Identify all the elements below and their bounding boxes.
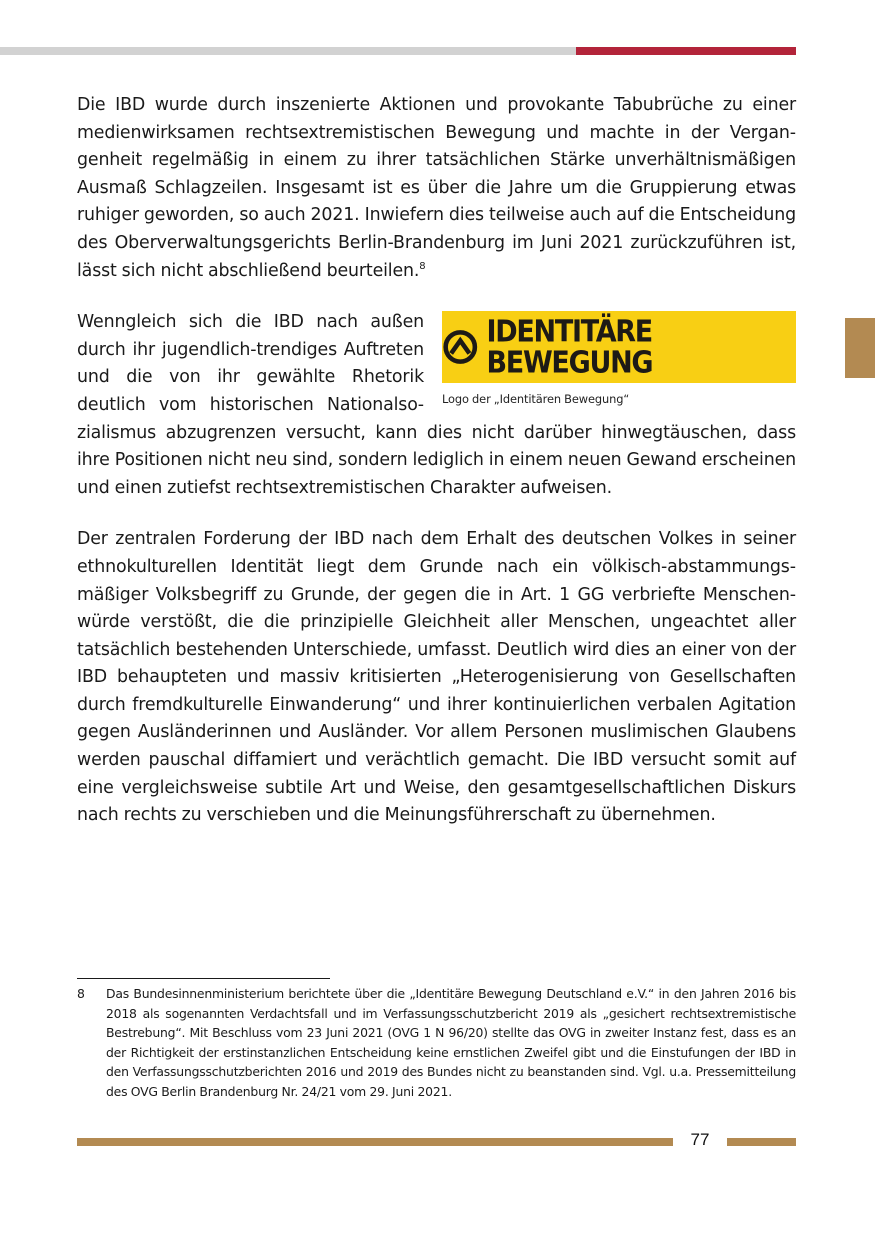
page-number: 77 <box>690 1130 710 1149</box>
footer-rule-right <box>727 1138 796 1146</box>
footnote-ref[interactable]: 8 <box>419 260 426 272</box>
logo-text: IDENTITÄRE BEWEGUNG <box>486 314 653 380</box>
header-rule-red <box>576 47 796 55</box>
main-content <box>77 92 796 854</box>
paragraph-3: Der zentralen Forderung der IBD nach dem Erhalt des deutschen Volkes in seiner ethnokulturellen Identität liegt dem Grunde nach ein völkisch-abstammungsmäßiger Volksbegriff zu Grunde, der gegen die in Art. 1 GG verbriefte Menschenwürde verstößt, die die prinzipielle Gleichheit aller Menschen, ungeachtet aller tatsächlich bestehenden Unterschiede, umfasst. Deutlich wird dies an einer von der IBD behaupteten und massiv kritisierten „Heterogenisierung von Gesellschaften durch fremdkulturelle Einwanderung“ und ihrer kontinuierlichen verbalen Agitation gegen Ausländerinnen und Ausländer. Vor allem Personen muslimischen Glaubens werden pauschal diffamiert und verächtlich gemacht. Die IBD versucht somit auf eine vergleichsweise subtile Art und Weise, den gesamtgesellschaftlichen Diskurs nach rechts zu verschieben und die Meinungsführerschaft zu übernehmen. <box>77 529 796 826</box>
chapter-side-tab <box>845 318 875 378</box>
footnote-divider <box>77 978 330 979</box>
logo-figure <box>442 311 796 407</box>
paragraph-1 <box>77 92 796 285</box>
ib-logo <box>442 311 796 383</box>
header-rule-gray <box>0 47 576 55</box>
paragraph-2 <box>77 309 796 502</box>
paragraph-2-text: Wenngleich sich die IBD nach außen durch ihr jugendlich-trendiges Auftreten und die von ihr gewählte Rhetorik deutlich vom historischen Nationalsozialismus abzugrenzen versucht, kann dies nicht darüber hinwegtäuschen, dass ihre Positionen nicht neu sind, sondern lediglich in einem neuen Gewand erscheinen und einen zutiefst rechtsextremistischen Charakter aufweisen. <box>77 312 796 498</box>
lambda-circle-icon <box>442 327 479 367</box>
footer-rule-left <box>77 1138 673 1146</box>
paragraph-1-text: Die IBD wurde durch inszenierte Aktionen und provokante Tabubrüche zu einer medienwirksamen rechtsextremistischen Bewegung und machte in der Vergangenheit regelmäßig in einem zu ihrer tatsächlichen Stärke unverhältnismäßigen Ausmaß Schlagzeilen. Insgesamt ist es über die Jahre um die Gruppierung etwas ruhiger geworden, so auch 2021. Inwiefern dies teilweise auch auf die Entscheidung des Oberverwaltungsgerichts Berlin-Brandenburg im Juni 2021 zurückzuführen ist, lässt sich nicht abschließend beurteilen. <box>77 95 796 281</box>
figure-caption: Logo der „Identitären Bewegung“ <box>442 392 630 407</box>
footnote <box>77 984 796 1101</box>
footnote-number: 8 <box>77 986 85 1001</box>
footnote-text: Das Bundesinnenministerium berichtete über die „Identitäre Bewegung Deutschland e.V.“ in den Jahren 2016 bis 2018 als sogenannten Verdachtsfall und im Verfassungsschutzbericht 2019 als „gesichert rechtsextremistische Bestrebung“. Mit Beschluss vom 23 Juni 2021 (OVG 1 N 96/20) stellte das OVG in zweiter Instanz fest, dass es an der Richtigkeit der erstinstanzlichen Entscheidung keine ernstlichen Zweifel gibt und die Einstufungen der IBD in den Verfassungsschutzberichten 2016 und 2019 des Bundes nicht zu beanstanden sind. Vgl. u.a. Pressemitteilung des OVG Berlin Brandenburg Nr. 24/21 vom 29. Juni 2021. <box>106 986 796 1099</box>
